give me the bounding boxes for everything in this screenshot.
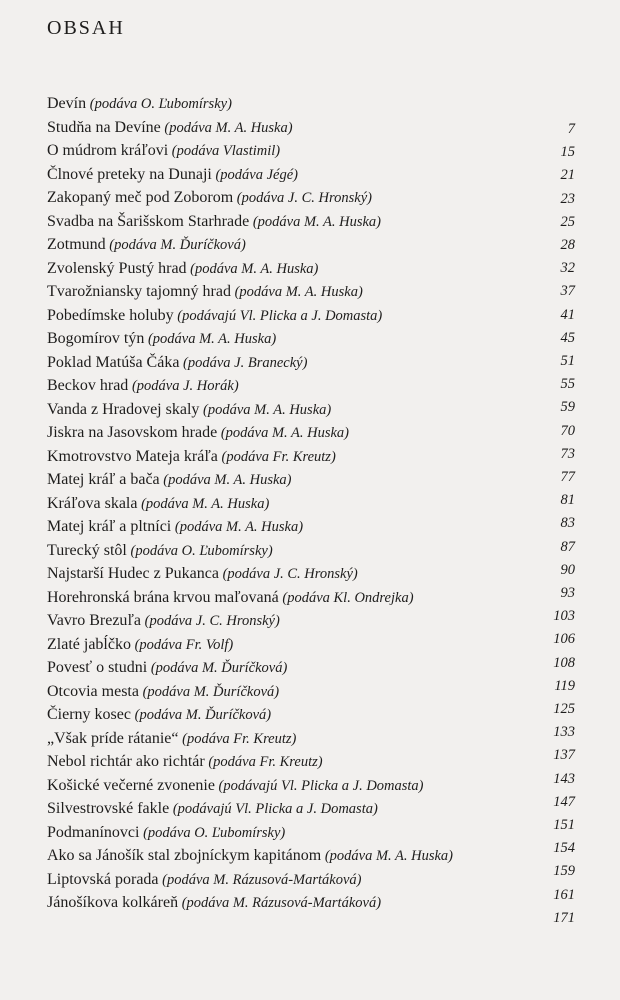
toc-entry-title [47, 752, 323, 772]
story-title: Kráľova skala [47, 494, 138, 512]
page-number: 108 [553, 654, 575, 671]
narrator: (podávajú Vl. Plicka a J. Domasta) [173, 307, 383, 324]
toc-entry-title [47, 141, 280, 161]
page-number: 171 [553, 909, 575, 926]
story-title: O múdrom kráľovi [47, 142, 169, 159]
story-title: Ako sa Jánošík stal zbojníckym kapitánom [47, 847, 322, 864]
story-title: Zakopaný meč pod Zoborom [47, 189, 234, 206]
narrator: (podáva M. A. Huska) [171, 519, 304, 535]
narrator: (podáva M. A. Huska) [217, 425, 350, 441]
page-number: 41 [560, 306, 575, 323]
story-title: Člnové preteky na Dunaji [47, 165, 212, 183]
toc-entry-title [47, 564, 358, 584]
page-number: 23 [560, 190, 575, 207]
toc-entry-title [47, 705, 271, 725]
story-title: Beckov hrad [47, 377, 129, 394]
toc-entry-title [47, 588, 414, 608]
page-number: 21 [560, 167, 575, 184]
page-number: 77 [560, 469, 575, 485]
toc-entry-title [47, 823, 285, 843]
narrator: (podáva M. Rázusová-Martáková) [158, 871, 362, 888]
toc-entry-title [47, 541, 273, 561]
story-title: Silvestrovské fakle [47, 800, 170, 817]
narrator: (podáva M. Rázusová-Martáková) [178, 895, 382, 911]
page-number: 147 [553, 793, 575, 810]
story-title: Matej kráľ a bača [47, 471, 160, 488]
toc-entry-title [47, 517, 303, 537]
toc-entry-title [47, 376, 239, 396]
narrator: (podáva M. A. Huska) [186, 260, 319, 277]
page-number: 106 [553, 631, 575, 648]
story-title: „Však príde rátanie“ [47, 729, 179, 747]
narrator: (podáva Fr. Volf) [130, 636, 234, 653]
toc-entry-title [47, 470, 291, 490]
page-title: OBSAH [47, 17, 125, 39]
story-title: Otcovia mesta [47, 682, 139, 700]
narrator: (podáva J. Branecký) [179, 354, 308, 371]
story-title: Povesť o studni [47, 659, 148, 676]
story-title: Horehronská brána krvou maľovaná [47, 588, 279, 606]
page-number: 7 [567, 121, 575, 137]
narrator: (podáva M. Ďuríčková) [130, 707, 272, 723]
narrator: (podáva J. C. Hronský) [233, 190, 372, 206]
page-number: 103 [553, 608, 575, 625]
page-number: 45 [560, 329, 575, 346]
page-number: 125 [553, 701, 575, 717]
page-number: 28 [560, 237, 575, 253]
toc-entry-title [47, 188, 372, 208]
narrator: (podáva M. Ďuríčková) [105, 237, 246, 253]
page-number: 55 [560, 376, 575, 393]
toc-entry-title [47, 682, 279, 702]
toc-entry-title [47, 893, 381, 913]
story-title: Jiskra na Jasovskom hrade [47, 424, 218, 441]
story-title: Vavro Brezuľa [47, 612, 142, 629]
page-number: 15 [560, 144, 575, 161]
toc-entry-title [47, 353, 307, 373]
story-title: Kmotrovstvo Mateja kráľa [47, 447, 218, 465]
story-title: Nebol richtár ako richtár [47, 753, 205, 770]
story-title: Vanda z Hradovej skaly [47, 400, 200, 418]
page-number: 137 [553, 747, 575, 764]
toc-entry-title [47, 235, 246, 255]
toc-entry-title [47, 282, 363, 302]
toc-entry-title [47, 611, 280, 631]
page-number: 143 [553, 770, 575, 787]
narrator: (podávajú Vl. Plicka a J. Domasta) [214, 777, 424, 794]
narrator: (podáva J. C. Hronský) [141, 613, 280, 629]
narrator: (podáva Kl. Ondrejka) [278, 589, 414, 606]
story-title: Najstarší Hudec z Pukanca [47, 565, 219, 582]
page-number: 37 [560, 283, 575, 300]
story-title: Pobedímske holuby [47, 306, 174, 324]
story-title: Bogomírov týn [47, 330, 145, 347]
toc-entry-title [47, 658, 287, 678]
story-title: Tvarožniansky tajomný hrad [47, 283, 231, 300]
page-number: 159 [553, 863, 575, 880]
narrator: (podávajú Vl. Plicka a J. Domasta) [169, 801, 378, 817]
page-number: 119 [554, 677, 575, 694]
narrator: (podáva Vlastimil) [168, 143, 281, 159]
narrator: (podáva M. Ďuríčková) [147, 660, 288, 676]
toc-entry-title [47, 259, 318, 279]
narrator: (podáva J. Horák) [128, 378, 239, 394]
story-title: Matej kráľ a pltníci [47, 518, 172, 535]
toc-entry-title [47, 423, 349, 443]
story-title: Košické večerné zvonenie [47, 776, 215, 794]
story-title: Devín [47, 95, 87, 112]
toc-entry-title [47, 329, 276, 349]
narrator: (podáva O. Ľubomírsky) [86, 96, 232, 112]
page-number: 93 [560, 585, 575, 601]
page-number: 83 [560, 515, 575, 532]
narrator: (podáva M. A. Huska) [160, 119, 293, 136]
toc-entry-title [47, 870, 361, 890]
story-title: Čierny kosec [47, 706, 131, 723]
toc-entry-title [47, 447, 336, 467]
toc-entry-title [47, 400, 331, 420]
page-number: 70 [560, 422, 575, 439]
story-title: Studňa na Devíne [47, 118, 161, 136]
toc-entry-title [47, 118, 293, 138]
page-number: 151 [553, 817, 575, 833]
story-title: Liptovská porada [47, 870, 159, 888]
toc-entry-title [47, 635, 233, 655]
toc-entry-title [47, 306, 382, 326]
toc-entry-title [47, 799, 378, 819]
page-number: 87 [560, 538, 575, 555]
page-number: 161 [553, 886, 575, 903]
toc-entry-title [47, 212, 381, 232]
narrator: (podáva Jégé) [211, 166, 298, 183]
story-title: Podmanínovci [47, 823, 140, 841]
toc-entry-title [47, 94, 232, 114]
narrator: (podáva O. Ľubomírsky) [139, 824, 286, 841]
story-title: Zvolenský Pustý hrad [47, 259, 187, 277]
story-title: Turecký stôl [47, 541, 127, 559]
story-title: Poklad Matúša Čáka [47, 353, 180, 371]
page-number: 73 [560, 445, 575, 462]
narrator: (podáva M. A. Huska) [137, 495, 270, 512]
narrator: (podáva J. C. Hronský) [218, 566, 358, 582]
narrator: (podáva M. A. Huska) [230, 284, 363, 300]
page-number: 90 [560, 561, 575, 578]
narrator: (podáva M. A. Huska) [321, 848, 454, 864]
narrator: (podáva M. Ďuríčková) [138, 683, 280, 700]
narrator: (podáva Fr. Kreutz) [217, 448, 336, 465]
story-title: Zotmund [47, 236, 106, 253]
page-number: 25 [560, 213, 575, 230]
story-title: Jánošíkova kolkáreň [47, 894, 179, 911]
page-number: 133 [553, 724, 575, 741]
narrator: (podáva M. A. Huska) [199, 401, 332, 418]
page-number: 32 [560, 260, 575, 277]
page-number: 59 [560, 399, 575, 416]
toc-entry-title [47, 165, 298, 185]
narrator: (podáva O. Ľubomírsky) [126, 542, 273, 559]
narrator: (podáva M. A. Huska) [144, 331, 277, 347]
page-number: 51 [560, 353, 575, 369]
narrator: (podáva M. A. Huska) [249, 213, 382, 230]
toc-entry-title [47, 494, 269, 514]
page-number: 81 [560, 492, 575, 509]
narrator: (podáva Fr. Kreutz) [178, 730, 297, 747]
story-title: Svadba na Šarišskom Starhrade [47, 212, 250, 230]
story-title: Zlaté jabĺčko [47, 635, 131, 653]
page-number: 154 [553, 840, 575, 857]
narrator: (podáva Fr. Kreutz) [204, 754, 323, 770]
narrator: (podáva M. A. Huska) [159, 472, 292, 488]
toc-entry-title [47, 776, 424, 796]
toc-entry-title [47, 846, 453, 866]
toc-entry-title [47, 729, 296, 749]
